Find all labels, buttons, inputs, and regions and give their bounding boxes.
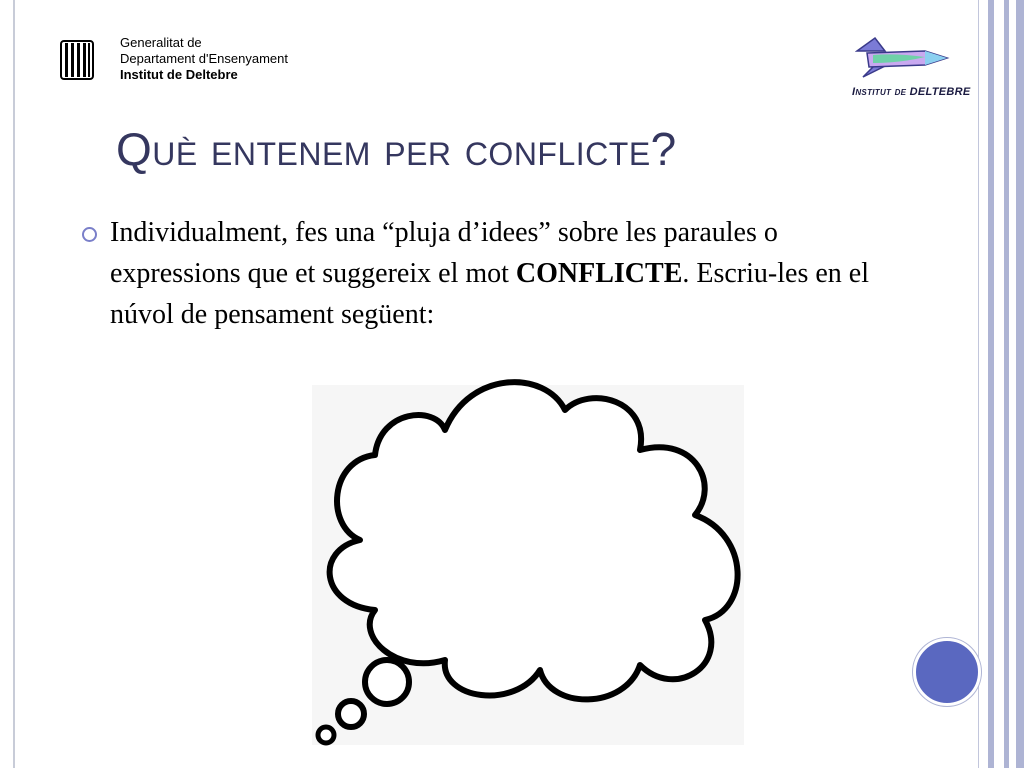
body-text-bold-word: CONFLICTE [515,258,683,289]
airplane-logo [855,33,950,88]
header-line-institute: Institut de Deltebre [120,67,238,82]
right-border-line [978,0,979,768]
right-border-strip [988,0,994,768]
header-institution-text [120,35,288,83]
slide-title: Què entenem per conflicte? [116,123,677,175]
generalitat-logo [60,40,94,85]
right-border-strip [1004,0,1009,768]
body-text-part2: . Escriu-les en el núvol de pensament següent: [110,258,869,330]
header-line-generalitat: Generalitat de [120,35,202,50]
bullet-icon [82,227,97,242]
right-border-strip [1016,0,1024,768]
decorative-circle [913,638,981,706]
left-border-line [13,0,15,768]
thought-cloud [300,365,760,760]
header-line-department: Departament d'Ensenyament [120,51,288,66]
body-text-part1: Individualment, fes una “pluja d’idees” sobre les paraules o expressions que et suggereix el mot [110,217,778,289]
institute-logo-caption: Institut de DELTEBRE [852,86,971,98]
slide-body-text [110,212,910,335]
